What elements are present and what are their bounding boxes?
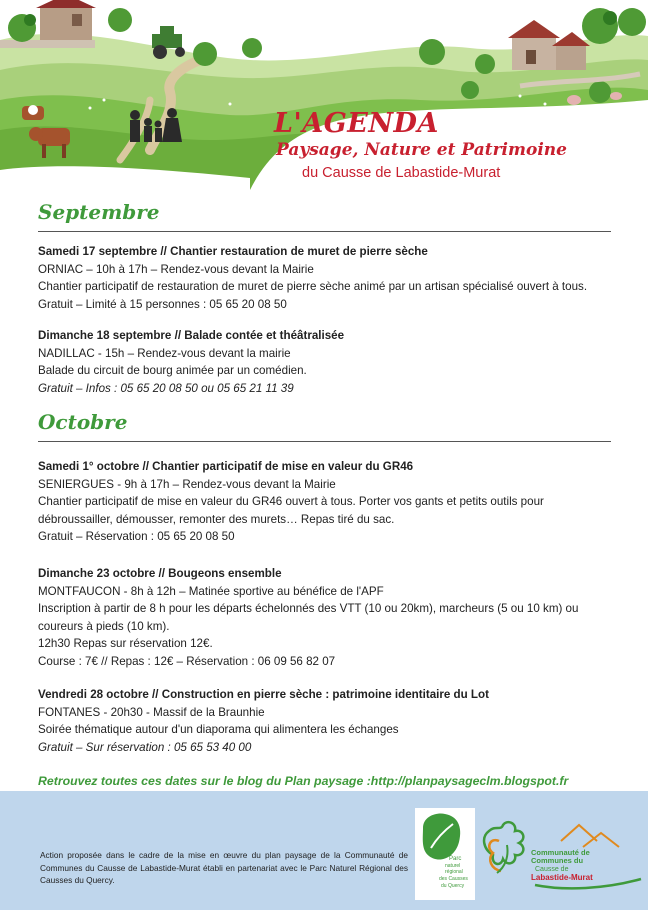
event-description: Chantier participatif de restauration de muret de pierre sèche animé par un artisan spécialisé ouvert à tous. [38, 280, 588, 294]
month-divider [38, 441, 611, 442]
month-heading-septembre: Septembre [38, 200, 160, 224]
oak-leaf-house-icon [475, 811, 643, 901]
agenda-subtitle: Paysage, Nature et Patrimoine [276, 140, 567, 160]
blog-link-line[interactable]: Retrouvez toutes ces dates sur le blog du Plan paysage :http://planpaysageclm.blogspot.fr [38, 774, 569, 788]
landscape-illustration [0, 0, 648, 190]
event-heading: Samedi 17 septembre // Chantier restauration de muret de pierre sèche [38, 245, 428, 258]
parc-logo-line2: naturel [445, 863, 461, 869]
event-contact: Gratuit – Réservation : 05 65 20 08 50 [38, 530, 235, 544]
comm-logo-line2: Communes du [531, 856, 584, 865]
comm-logo-line4: Labastide-Murat [531, 873, 593, 882]
month-heading-octobre: Octobre [38, 410, 128, 434]
event-location: SENIERGUES - 9h à 17h – Rendez-vous devant la Mairie [38, 477, 336, 491]
event-item [38, 686, 618, 756]
parc-logo-line4: des Causses [439, 876, 468, 882]
event-description: Chantier participatif de mise en valeur du GR46 ouvert à tous. Porter vos gants et petits outils pour débroussailler, démousser, remonter des murets… Repas tiré du sac. [38, 495, 544, 526]
header-illustration [0, 0, 648, 190]
month-divider [38, 231, 611, 232]
event-contact: Course : 7€ // Repas : 12€ – Réservation : 06 09 56 82 07 [38, 654, 336, 668]
event-item [38, 243, 618, 313]
parc-logo-line3: régional [445, 869, 463, 875]
event-description: Balade du circuit de bourg animée par un comédien. [38, 364, 307, 378]
comm-logo-line1: Communauté de [531, 848, 590, 857]
footer-band [0, 791, 648, 910]
event-heading: Dimanche 18 septembre // Balade contée et théâtralisée [38, 329, 345, 342]
event-contact: Gratuit – Limité à 15 personnes : 05 65 20 08 50 [38, 297, 287, 311]
event-location: MONTFAUCON - 8h à 12h – Matinée sportive au bénéfice de l'APF [38, 584, 384, 598]
parc-logo-line1: Parc [449, 856, 462, 862]
footer-note: Action proposée dans le cadre de la mise en œuvre du plan paysage de la Communauté de Communes du Causse de Labastide-Murat établi en partenariat avec le Parc Naturel Régional des Causses du Quercy. [40, 850, 408, 885]
comm-logo-line3: Causse de [535, 866, 569, 873]
event-location: FONTANES - 20h30 - Massif de la Braunhie [38, 705, 265, 719]
event-meal: 12h30 Repas sur réservation 12€. [38, 637, 213, 651]
parc-leaf-icon [415, 808, 475, 900]
event-heading: Dimanche 23 octobre // Bougeons ensemble [38, 567, 282, 580]
event-description: Inscription à partir de 8 h pour les départs échelonnés des VTT (10 ou 20km), marcheurs (5 ou 10 km) ou coureurs à pieds (10 km). [38, 602, 579, 633]
event-contact: Gratuit – Sur réservation : 05 65 53 40 00 [38, 740, 252, 754]
communaute-communes-logo [475, 811, 643, 901]
event-description: Soirée thématique autour d'un diaporama qui alimentera les échanges [38, 723, 399, 737]
agenda-title: L'AGENDA [274, 108, 439, 139]
event-heading: Vendredi 28 octobre // Construction en pierre sèche : patrimoine identitaire du Lot [38, 688, 489, 701]
parc-naturel-logo [415, 808, 475, 900]
agenda-place: du Causse de Labastide-Murat [302, 165, 501, 181]
event-item [38, 565, 618, 671]
event-location: NADILLAC - 15h – Rendez-vous devant la mairie [38, 346, 291, 360]
event-heading: Samedi 1° octobre // Chantier participatif de mise en valeur du GR46 [38, 460, 414, 473]
event-item [38, 458, 618, 546]
parc-logo-line5: du Quercy [441, 883, 465, 889]
event-location: ORNIAC – 10h à 17h – Rendez-vous devant la Mairie [38, 262, 314, 276]
event-item [38, 327, 618, 397]
event-contact: Gratuit – Infos : 05 65 20 08 50 ou 05 65 21 11 39 [38, 381, 294, 395]
